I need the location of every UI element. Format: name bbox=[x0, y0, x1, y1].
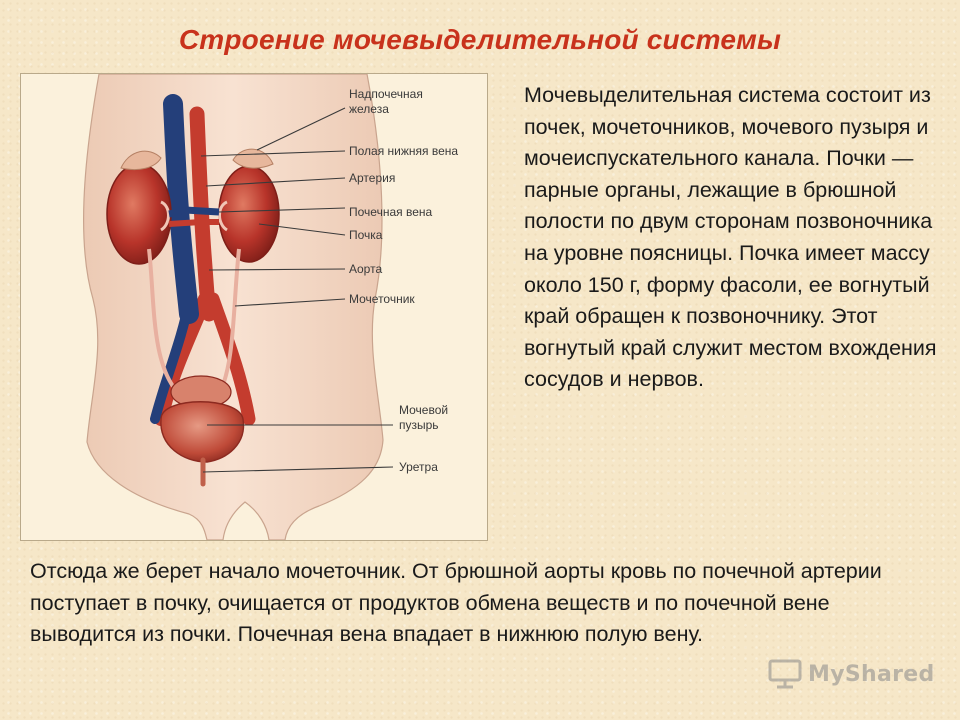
continuation-paragraph: Отсюда же берет начало мочеточник. От брюшной аорты кровь по почечной артерии поступает в почку, очищается от продуктов обмена веществ и по почечной вене выводится из почки. Почечная вена впадает в нижнюю полую вену. bbox=[30, 559, 882, 647]
anatomy-illustration bbox=[21, 74, 487, 540]
label-adrenal: Надпочечная железа bbox=[349, 87, 423, 116]
watermark bbox=[768, 656, 935, 692]
label-ureter: Мочеточник bbox=[349, 292, 415, 306]
urinary-system-diagram bbox=[20, 73, 488, 541]
label-renal-vein: Почечная вена bbox=[349, 205, 433, 219]
watermark-text: MyShared bbox=[808, 661, 935, 687]
label-kidney: Почка bbox=[349, 228, 383, 242]
left-kidney bbox=[107, 164, 171, 264]
label-artery: Артерия bbox=[349, 171, 396, 185]
label-urethra: Уретра bbox=[399, 460, 438, 474]
label-bladder: Мочевой пузырь bbox=[399, 403, 449, 432]
description-paragraph: Мочевыделительная система состоит из почек, мочеточников, мочевого пузыря и мочеиспускательного канала. Почки — парные органы, лежащие в брюшной полости по двум сторонам позвоночника на уровне поясницы. Почка имеет массу около 150 г, форму фасоли, ее вогнутый край обращен к позвоночнику. Этот вогнутый край служит местом вхождения сосудов и нервов. bbox=[524, 83, 937, 392]
slide-title: Строение мочевыделительной системы bbox=[178, 24, 782, 55]
right-kidney bbox=[219, 166, 279, 262]
label-aorta: Аорта bbox=[349, 262, 383, 276]
label-vena-cava: Полая нижняя вена bbox=[349, 144, 459, 158]
projector-screen-icon bbox=[768, 659, 802, 689]
